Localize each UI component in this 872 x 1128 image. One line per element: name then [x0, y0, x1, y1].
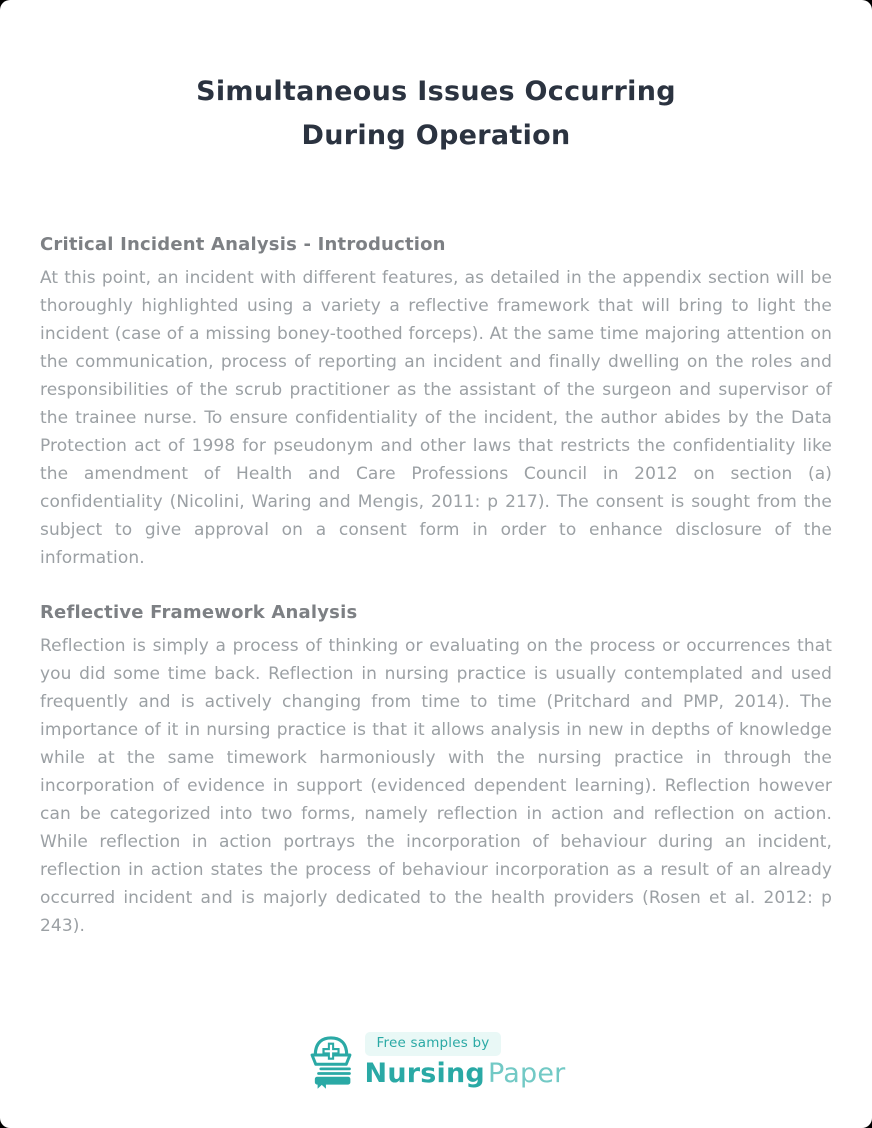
section-paragraph: At this point, an incident with different features, as detailed in the appendix section will be thoroughly highlighted using a variety a reflective framework that will bring to light the incident (case of a missing boney-toothed forceps). At the same time majoring attention on the communication, process of reporting an incident and finally dwelling on the roles and responsibilities of the scrub practitioner as the assistant of the surgeon and supervisor of the trainee nurse. To ensure confidentiality of the incident, the author abides by the Data Protection act of 1998 for pseudonym and other laws that restricts the confidentiality like the amendment of Health and Care Professions Council in 2012 on section (a) confidentiality (Nicolini, Waring and Mengis, 2011: p 217). The consent is sought from the subject to give approval on a consent form in order to enhance disclosure of the information. — [40, 268, 832, 568]
section-heading: Reflective Framework Analysis — [40, 602, 358, 623]
nurse-cap-books-icon — [307, 1033, 355, 1090]
free-samples-badge: Free samples by — [365, 1032, 502, 1057]
section-heading: Critical Incident Analysis - Introduction — [40, 234, 446, 255]
footer-logo — [0, 1032, 872, 1091]
brand-nursing: Nursing — [364, 1058, 485, 1089]
document-title-line-2: During Operation — [301, 120, 571, 151]
section-critical-incident-analysis — [40, 232, 832, 572]
document-title-line-1: Simultaneous Issues Occurring — [196, 76, 676, 107]
logo-text-block — [365, 1032, 566, 1091]
section-paragraph: Reflection is simply a process of thinking or evaluating on the process or occurrences that you did some time back. Reflection in nursing practice is usually contemplated and used frequently and is actively changing from time to time (Pritchard and PMP, 2014). The importance of it in nursing practice is that it allows analysis in new in depths of knowledge while at the same timework harmoniously with the nursing practice in through the incorporation of evidence in support (evidenced dependent learning). Reflection however can be categorized into two forms, namely reflection in action and reflection on action. While reflection in action portrays the incorporation of behaviour during an incident, reflection in action states the process of behaviour incorporation as a result of an already occurred incident and is majorly dedicated to the health providers (Rosen et al. 2012: p 243). — [40, 636, 832, 936]
document-title — [40, 70, 832, 158]
brand-name — [365, 1058, 566, 1090]
section-reflective-framework — [40, 600, 832, 940]
brand-paper: Paper — [487, 1058, 566, 1089]
